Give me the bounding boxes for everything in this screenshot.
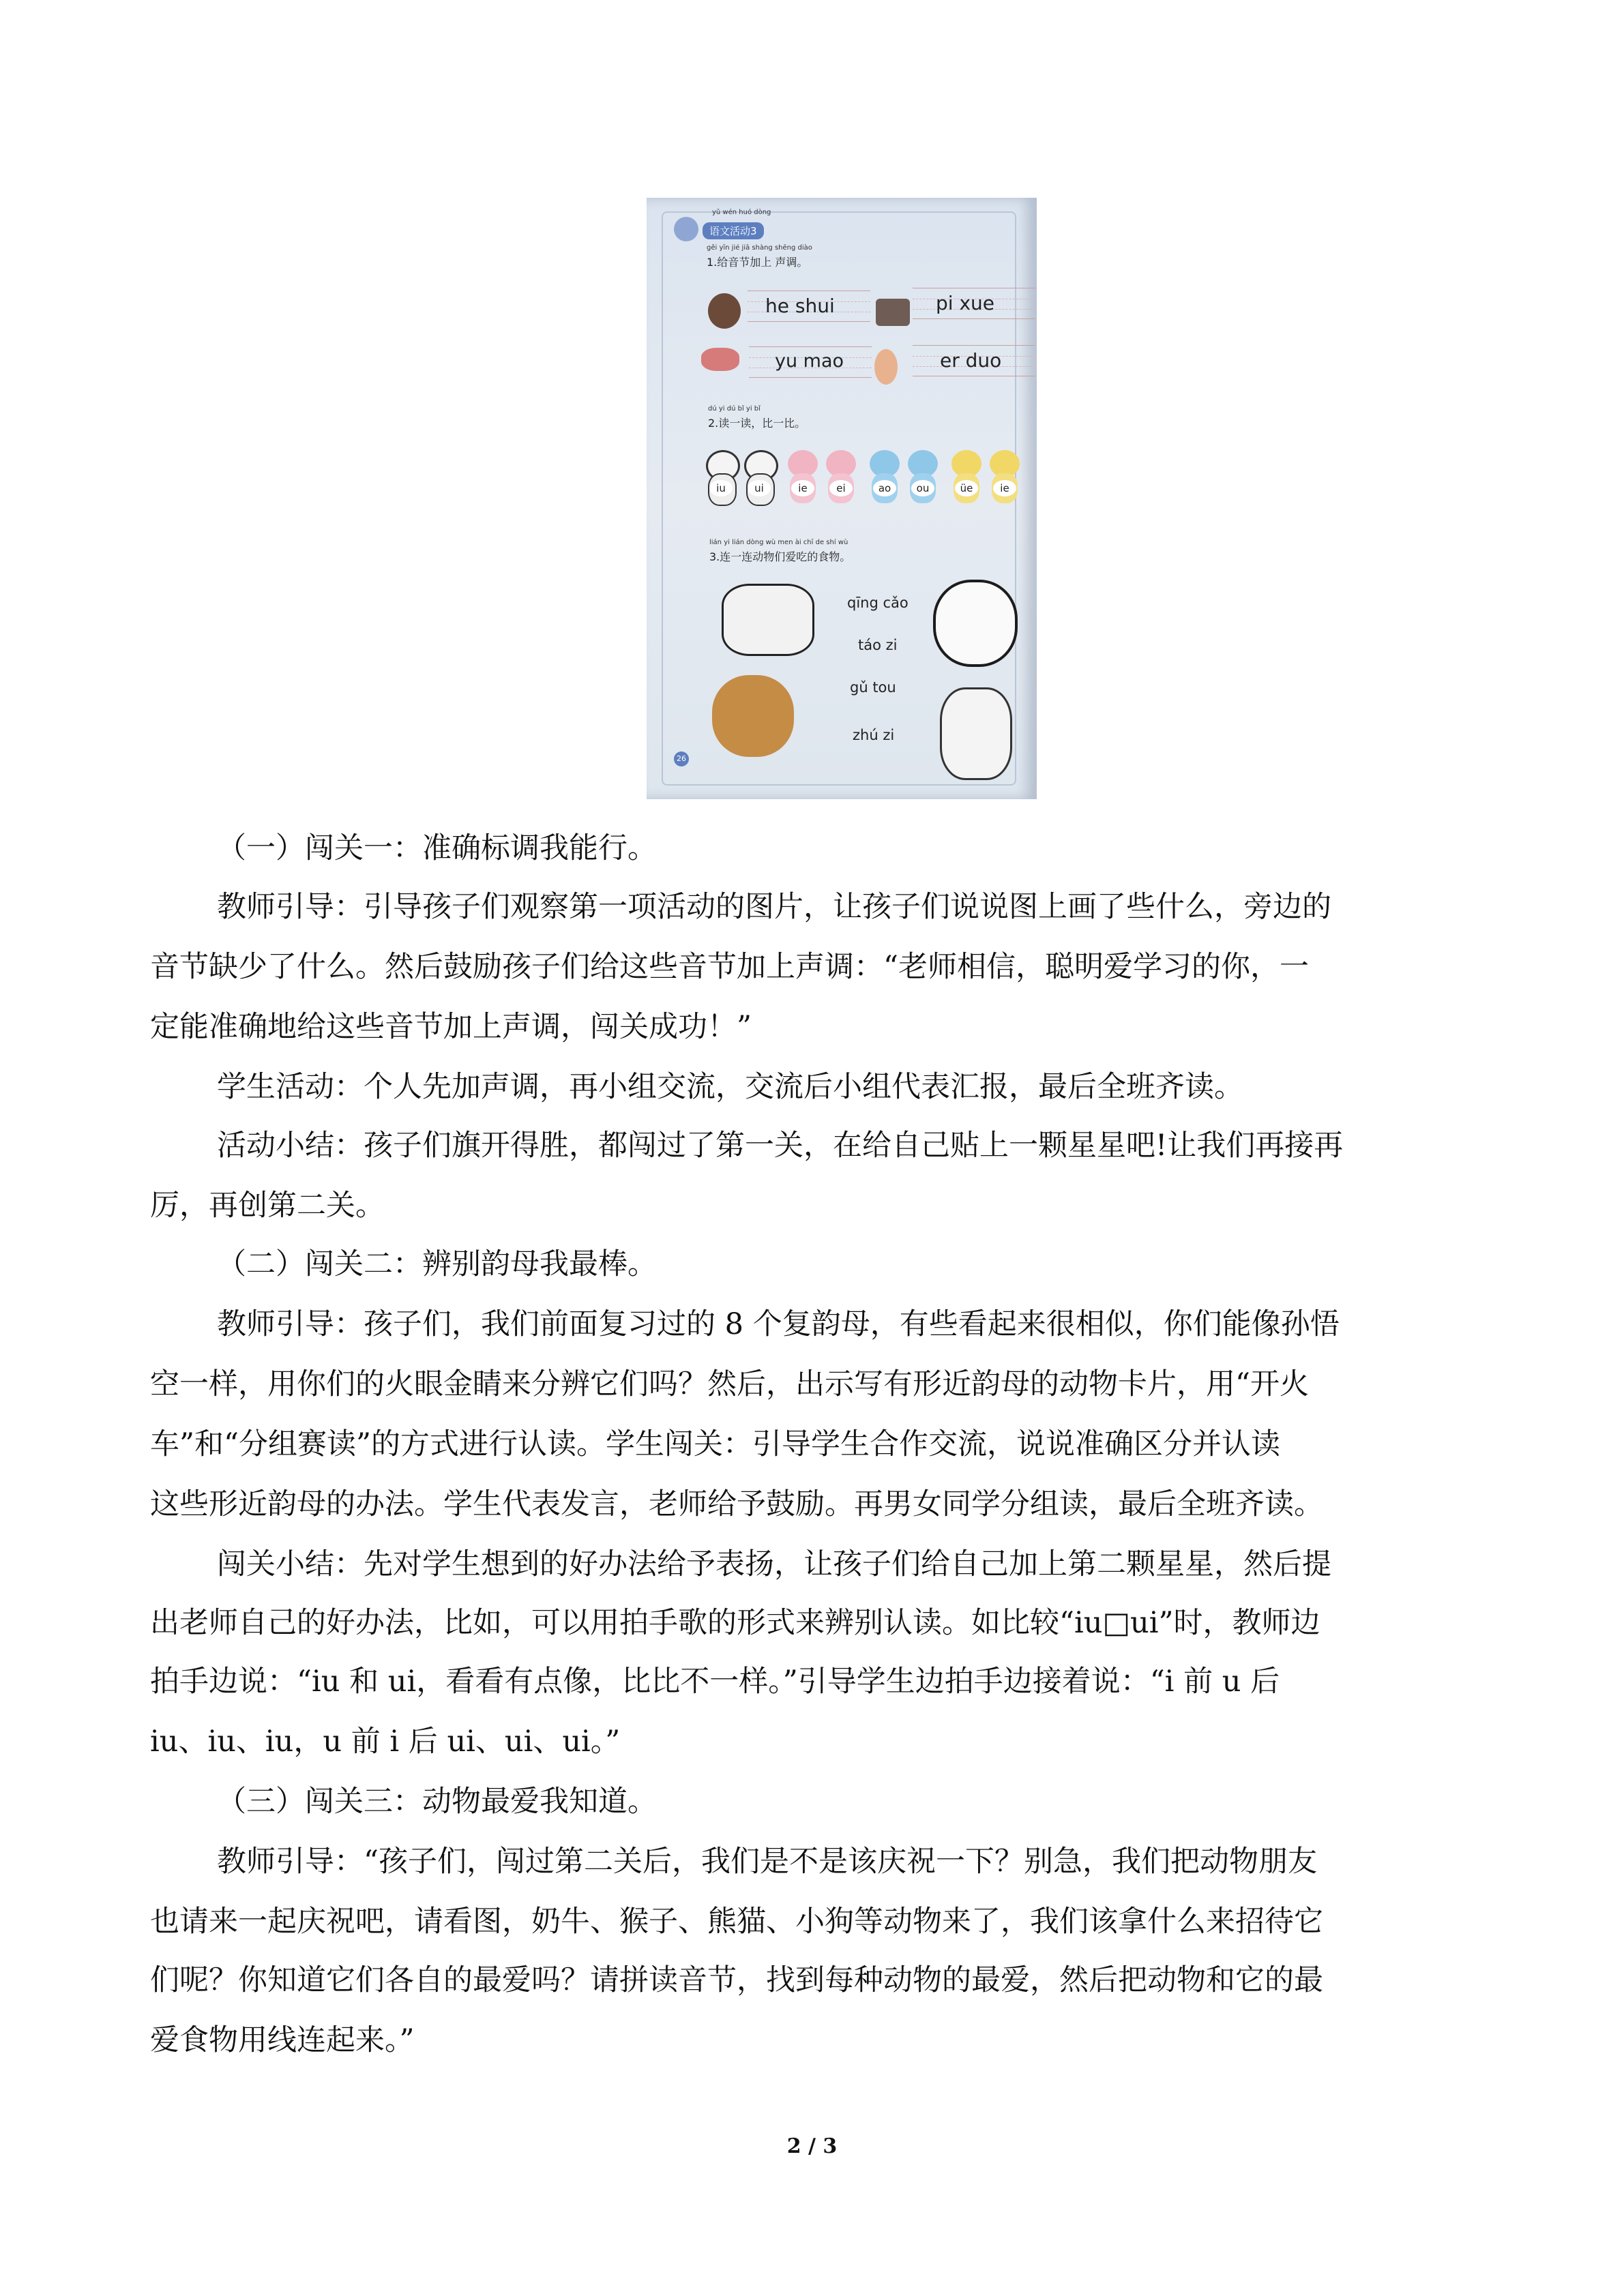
hippo-card: ao (868, 450, 902, 505)
cow-card: üe (949, 450, 984, 505)
paragraph-line: 学生活动：个人先加声调，再小组交流，交流后小组代表汇报，最后全班齐读。 (217, 1070, 1243, 1104)
paragraph-line: 音节缺少了什么。然后鼓励孩子们给这些音节加上声调：“老师相信，聪明爱学习的你，一 (150, 950, 1309, 984)
section-heading-2: （二）闯关二：辨别韵母我最棒。 (217, 1247, 657, 1281)
q1-pinyin: gěi yīn jié jiā shàng shēng diào (707, 244, 812, 252)
badge-pinyin: yǔ wén huó dòng (712, 209, 771, 216)
panda-image (933, 580, 1018, 667)
paragraph-line: 这些形近韵母的办法。学生代表发言，老师给予鼓励。再男女同学分组读，最后全班齐读。 (150, 1487, 1323, 1521)
hippo-card: ou (906, 450, 940, 505)
q3-pinyin: lián yi lián dòng wù men ài chī de shí wù (709, 539, 848, 546)
ear-image (874, 349, 898, 385)
food-label: zhú zi (853, 727, 895, 743)
monkey-image (712, 675, 794, 757)
paragraph-line: 厉，再创第二关。 (150, 1189, 385, 1223)
q1-heading: 1.给音节加上 声调。 (707, 256, 808, 269)
food-label: gǔ tou (850, 679, 896, 696)
syllable-box: pi xue (913, 284, 1035, 323)
panda-card: ui (742, 450, 776, 505)
page-number: 2 / 3 (786, 2134, 838, 2158)
syllable-box: he shui (748, 286, 870, 326)
food-label: qīng cǎo (847, 595, 909, 611)
section-heading-3: （三）闯关三：动物最爱我知道。 (217, 1785, 657, 1819)
syllable-box: yu mao (749, 342, 872, 382)
paragraph-line: 拍手边说：“iu 和 ui，看看有点像，比比不一样。”引导学生边拍手边接着说：“i 前 u 后 (150, 1665, 1280, 1699)
paragraph-line: 们呢？你知道它们各自的最爱吗？请拼读音节，找到每种动物的最爱，然后把动物和它的最 (150, 1963, 1323, 1997)
q2-pinyin: dú yi dú bǐ yi bǐ (708, 405, 761, 413)
syllable-box: er duo (913, 341, 1035, 381)
boots-image (876, 299, 910, 326)
panda-card: iu (704, 450, 738, 505)
q3-heading: 3.连一连动物们爱吃的食物。 (709, 550, 851, 563)
paragraph-line: 定能准确地给这些音节加上声调，闯关成功！” (150, 1010, 752, 1044)
textbook-page-number: 26 (674, 751, 689, 766)
feather-image (701, 348, 739, 371)
mascot-icon (674, 217, 698, 241)
pig-card: ie (786, 450, 820, 505)
activity-badge: 语文活动3 (703, 222, 764, 239)
paragraph-line: 活动小结：孩子们旗开得胜，都闯过了第一关，在给自己贴上一颗星星吧!让我们再接再 (217, 1129, 1344, 1163)
dog-image (940, 687, 1012, 780)
cow-card: ie (988, 450, 1022, 505)
cow-image (722, 584, 814, 656)
paragraph-line: iu、iu、iu，u 前 i 后 ui、ui、ui。” (150, 1725, 621, 1759)
girl-drinking-image (708, 293, 741, 329)
paragraph-line: 教师引导：孩子们，我们前面复习过的 8 个复韵母，有些看起来很相似，你们能像孙悟 (217, 1307, 1340, 1341)
textbook-photo (647, 198, 1037, 799)
pig-card: ei (824, 450, 858, 505)
paragraph-line: 车”和“分组赛读”的方式进行认读。学生闯关：引导学生合作交流，说说准确区分并认读 (150, 1427, 1280, 1461)
paragraph-line: 闯关小结：先对学生想到的好办法给予表扬，让孩子们给自己加上第二颗星星，然后提 (217, 1547, 1331, 1581)
paragraph-line: 爱食物用线连起来。” (150, 2023, 415, 2057)
food-label: táo zi (858, 637, 898, 653)
paragraph-line: 空一样，用你们的火眼金睛来分辨它们吗？然后，出示写有形近韵母的动物卡片，用“开火 (150, 1367, 1309, 1401)
q2-heading: 2.读一读，比一比。 (708, 417, 806, 430)
paragraph-line: 也请来一起庆祝吧，请看图，奶牛、猴子、熊猫、小狗等动物来了，我们该拿什么来招待它 (150, 1905, 1323, 1939)
paragraph-line: 教师引导：“孩子们，闯过第二关后，我们是不是该庆祝一下？别急，我们把动物朋友 (217, 1845, 1317, 1879)
paragraph-line: 出老师自己的好办法，比如，可以用拍手歌的形式来辨别认读。如比较“iu□ui”时，教师边 (150, 1606, 1320, 1640)
section-heading-1: （一）闯关一：准确标调我能行。 (217, 831, 657, 865)
paragraph-line: 教师引导：引导孩子们观察第一项活动的图片，让孩子们说说图上画了些什么，旁边的 (217, 890, 1331, 924)
